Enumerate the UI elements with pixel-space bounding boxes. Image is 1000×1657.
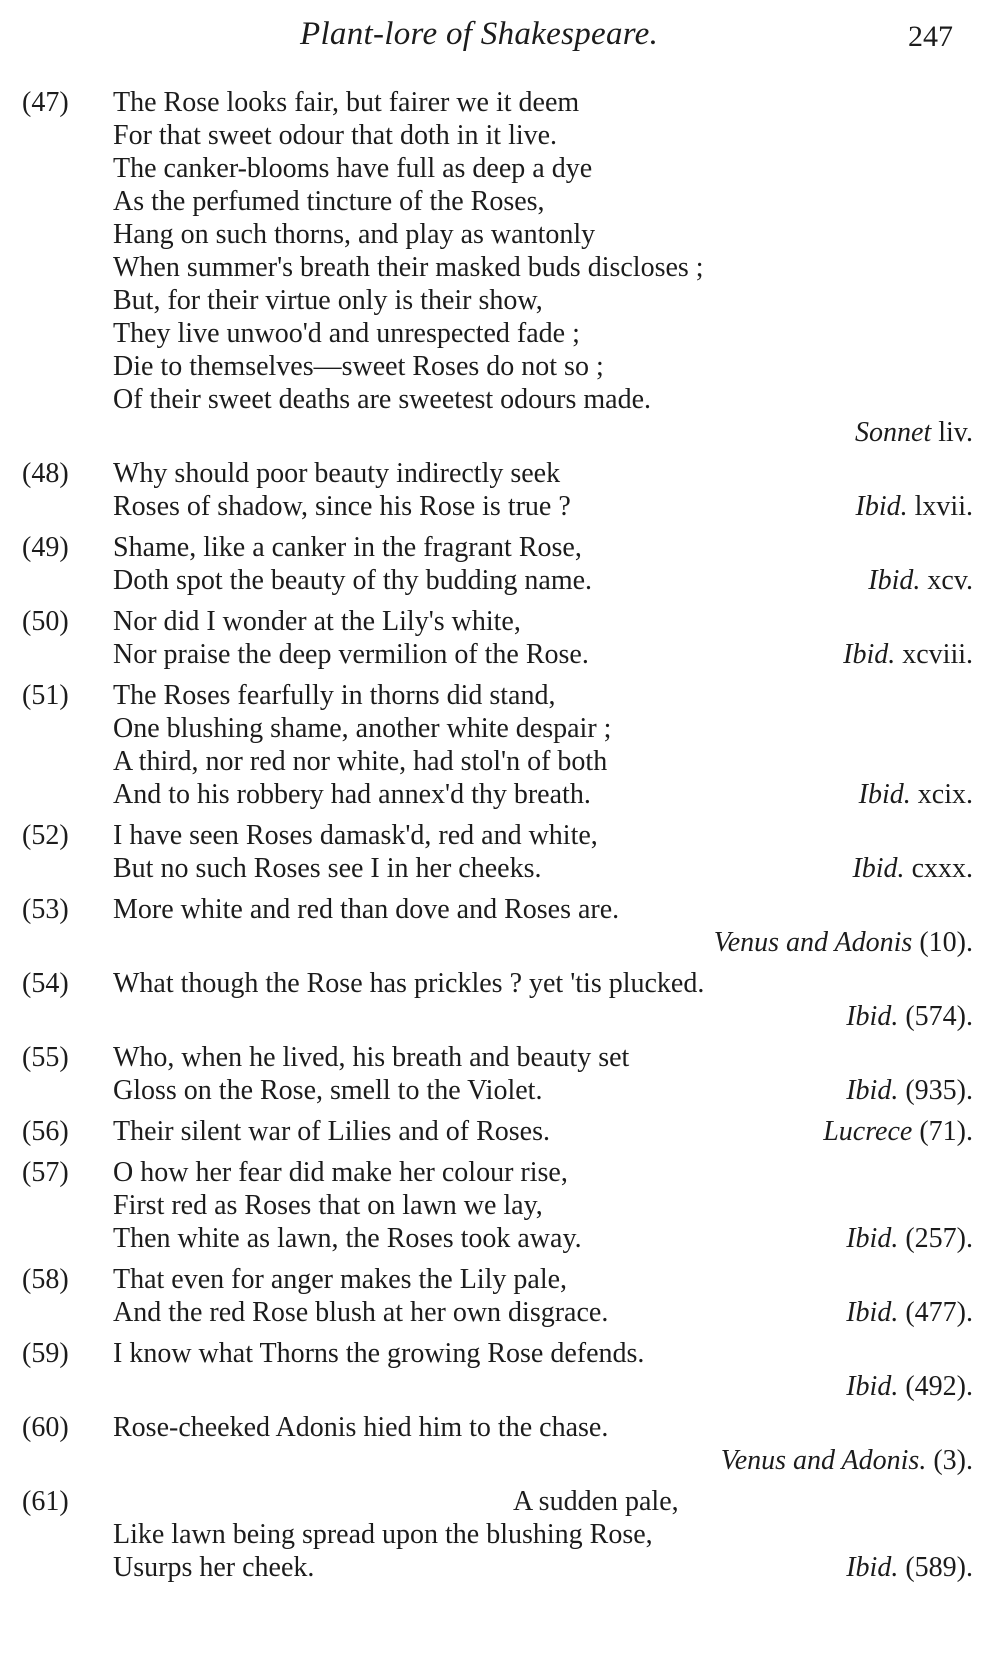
verse-line-text: O how her fear did make her colour rise, <box>113 1157 568 1188</box>
verse-line-text: A sudden pale, <box>513 1486 679 1517</box>
verse-line <box>113 679 973 712</box>
verse-line-text: The Roses fearfully in thorns did stand, <box>113 680 556 711</box>
verse-line <box>113 284 973 317</box>
quotation-lines <box>113 457 973 523</box>
quotation-entry <box>0 1263 1000 1329</box>
citation-line <box>113 416 973 449</box>
verse-line <box>113 218 973 251</box>
citation-reference: (71). <box>919 1116 973 1147</box>
entry-number: (60) <box>22 1412 69 1443</box>
citation <box>846 1370 973 1403</box>
citation <box>846 1551 973 1584</box>
verse-line <box>113 350 973 383</box>
verse-line <box>113 1222 973 1255</box>
citation-work: Ibid. <box>855 491 908 522</box>
citation-work: Ibid. <box>852 853 905 884</box>
verse-line-text: As the perfumed tincture of the Roses, <box>113 186 545 217</box>
running-head <box>0 16 1000 64</box>
verse-line-text: First red as Roses that on lawn we lay, <box>113 1190 543 1221</box>
verse-line <box>113 185 973 218</box>
citation <box>714 926 973 959</box>
quotation-entry <box>0 1041 1000 1107</box>
quotation-entry <box>0 605 1000 671</box>
citation-reference: (589). <box>905 1552 973 1583</box>
verse-line-text: And to his robbery had annex'd thy breath. <box>113 779 591 810</box>
citation-reference: (3). <box>933 1445 973 1476</box>
verse-line <box>113 712 973 745</box>
citation-work: Ibid. <box>846 1075 899 1106</box>
quotation-lines <box>113 967 973 1033</box>
quotation-entry <box>0 1156 1000 1255</box>
quotation-entry <box>0 1485 1000 1584</box>
citation-work: Venus and Adonis <box>713 927 913 958</box>
citation-line <box>113 1444 973 1477</box>
citation-reference: liv. <box>938 417 973 448</box>
quotation-entry <box>0 967 1000 1033</box>
verse-line-text: More white and red than dove and Roses are. <box>113 894 620 925</box>
entry-number: (47) <box>22 87 69 118</box>
citation-reference: (10). <box>919 927 973 958</box>
citation <box>852 852 973 885</box>
verse-line-text: Their silent war of Lilies and of Roses. <box>113 1116 551 1147</box>
citation-work: Ibid. <box>868 565 921 596</box>
quotation-entry <box>0 1411 1000 1477</box>
verse-line-text: Rose-cheeked Adonis hied him to the chase. <box>113 1412 609 1443</box>
verse-line <box>113 1411 973 1444</box>
verse-line <box>113 745 973 778</box>
verse-line-text: They live unwoo'd and unrespected fade ; <box>113 318 580 349</box>
verse-line-text: Nor praise the deep vermilion of the Rose. <box>113 639 589 670</box>
citation <box>846 1000 973 1033</box>
verse-line <box>113 1551 973 1584</box>
quotation-lines <box>113 1041 973 1107</box>
verse-line-text: The Rose looks fair, but fairer we it deem <box>113 87 580 118</box>
citation-reference: xcv. <box>927 565 973 596</box>
page-number: 247 <box>908 20 953 53</box>
entry-number: (49) <box>22 532 69 563</box>
running-title: Plant-lore of Shakespeare. <box>300 16 659 52</box>
verse-line-text: And the red Rose blush at her own disgrace. <box>113 1297 609 1328</box>
verse-line <box>113 1263 973 1296</box>
citation-work: Lucrece <box>823 1116 913 1147</box>
verse-line <box>113 1296 973 1329</box>
quotation-entry <box>0 86 1000 449</box>
verse-line <box>113 383 973 416</box>
verse-line <box>113 1041 973 1074</box>
entry-number: (57) <box>22 1157 69 1188</box>
verse-line <box>113 1115 973 1148</box>
verse-line <box>113 251 973 284</box>
verse-line <box>113 1337 973 1370</box>
verse-line <box>113 317 973 350</box>
verse-line-text: But no such Roses see I in her cheeks. <box>113 853 542 884</box>
citation-work: Ibid. <box>843 639 896 670</box>
citation <box>859 778 973 811</box>
verse-line-text: Like lawn being spread upon the blushing Rose, <box>113 1519 653 1550</box>
citation <box>846 1296 973 1329</box>
verse-line <box>113 531 973 564</box>
quotation-lines <box>113 893 973 959</box>
citation-reference: cxxx. <box>911 853 973 884</box>
quotation-entry <box>0 819 1000 885</box>
quotation-lines <box>113 679 973 811</box>
verse-line <box>113 119 973 152</box>
citation-work: Ibid. <box>846 1552 899 1583</box>
verse-line <box>113 1074 973 1107</box>
citation <box>721 1444 973 1477</box>
verse-line <box>113 1518 973 1551</box>
verse-line-text: When summer's breath their masked buds discloses ; <box>113 252 704 283</box>
citation-work: Ibid. <box>858 779 911 810</box>
verse-line <box>113 819 973 852</box>
verse-line-text: Die to themselves—sweet Roses do not so ; <box>113 351 604 382</box>
verse-line <box>113 457 973 490</box>
quotation-lines <box>113 1156 973 1255</box>
quotation-lines <box>113 531 973 597</box>
citation-reference: lxvii. <box>914 491 973 522</box>
verse-line <box>113 490 973 523</box>
entry-number: (59) <box>22 1338 69 1369</box>
verse-line-text: Of their sweet deaths are sweetest odours made. <box>113 384 652 415</box>
verse-line-text: I have seen Roses damask'd, red and white, <box>113 820 598 851</box>
verse-line <box>113 86 973 119</box>
verse-line <box>113 638 973 671</box>
citation-work: Ibid. <box>846 1001 899 1032</box>
quotation-lines <box>113 1411 973 1477</box>
entry-number: (56) <box>22 1116 69 1147</box>
citation <box>856 490 973 523</box>
verse-line <box>113 1156 973 1189</box>
citation <box>823 1115 973 1148</box>
verse-line-text: That even for anger makes the Lily pale, <box>113 1264 568 1295</box>
citation-reference: (574). <box>905 1001 973 1032</box>
entry-number: (55) <box>22 1042 69 1073</box>
verse-line-text: Gloss on the Rose, smell to the Violet. <box>113 1075 543 1106</box>
entry-number: (50) <box>22 606 69 637</box>
citation-work: Venus and Adonis. <box>720 1445 927 1476</box>
entry-number: (48) <box>22 458 69 489</box>
quotation-lines <box>113 86 973 449</box>
entry-number: (54) <box>22 968 69 999</box>
verse-line <box>113 778 973 811</box>
verse-line-text: But, for their virtue only is their show, <box>113 285 543 316</box>
verse-line-text: Usurps her cheek. <box>113 1552 315 1583</box>
verse-line <box>113 967 973 1000</box>
verse-line <box>113 1485 973 1518</box>
entry-number: (61) <box>22 1486 69 1517</box>
entry-number: (58) <box>22 1264 69 1295</box>
verse-line-text: Hang on such thorns, and play as wantonly <box>113 219 596 250</box>
verse-line <box>113 152 973 185</box>
citation-reference: xcviii. <box>902 639 973 670</box>
verse-line-text: For that sweet odour that doth in it live. <box>113 120 558 151</box>
citation-reference: (477). <box>905 1297 973 1328</box>
verse-line-text: I know what Thorns the growing Rose defends. <box>113 1338 645 1369</box>
verse-line-text: What though the Rose has prickles ? yet 'tis plucked. <box>113 968 705 999</box>
quotation-lines <box>113 1485 973 1584</box>
citation <box>846 1074 973 1107</box>
citation <box>855 416 973 449</box>
verse-line <box>113 893 973 926</box>
verse-line-text: Nor did I wonder at the Lily's white, <box>113 606 521 637</box>
verse-line <box>113 564 973 597</box>
citation-line <box>113 1370 973 1403</box>
quotation-entry <box>0 457 1000 523</box>
citation-reference: (257). <box>905 1223 973 1254</box>
verse-line-text: Why should poor beauty indirectly seek <box>113 458 561 489</box>
verse-line-text: Then white as lawn, the Roses took away. <box>113 1223 582 1254</box>
quotation-entry <box>0 1115 1000 1148</box>
citation-reference: xcix. <box>917 779 973 810</box>
citation-work: Sonnet <box>855 417 932 448</box>
citation <box>846 1222 973 1255</box>
entry-number: (52) <box>22 820 69 851</box>
verse-line-text: Doth spot the beauty of thy budding name. <box>113 565 593 596</box>
citation-work: Ibid. <box>846 1371 899 1402</box>
quotation-lines <box>113 1337 973 1403</box>
verse-line-text: One blushing shame, another white despair ; <box>113 713 612 744</box>
verse-line <box>113 605 973 638</box>
citation-work: Ibid. <box>846 1223 899 1254</box>
quotation-entry <box>0 893 1000 959</box>
citation-reference: (935). <box>905 1075 973 1106</box>
verse-line <box>113 1189 973 1222</box>
entry-number: (51) <box>22 680 69 711</box>
quotation-lines <box>113 819 973 885</box>
verse-line-text: Who, when he lived, his breath and beauty set <box>113 1042 630 1073</box>
verse-line <box>113 852 973 885</box>
verse-line-text: A third, nor red nor white, had stol'n of both <box>113 746 608 777</box>
quotation-lines <box>113 1263 973 1329</box>
quotation-entry <box>0 1337 1000 1403</box>
quotation-lines <box>113 605 973 671</box>
citation-line <box>113 1000 973 1033</box>
citation <box>868 564 973 597</box>
quotation-list <box>0 86 1000 1592</box>
verse-line-text: The canker-blooms have full as deep a dye <box>113 153 593 184</box>
citation <box>843 638 973 671</box>
citation-line <box>113 926 973 959</box>
quotation-entry <box>0 531 1000 597</box>
citation-work: Ibid. <box>846 1297 899 1328</box>
verse-line-text: Shame, like a canker in the fragrant Rose, <box>113 532 582 563</box>
entry-number: (53) <box>22 894 69 925</box>
citation-reference: (492). <box>905 1371 973 1402</box>
verse-line-text: Roses of shadow, since his Rose is true ? <box>113 491 571 522</box>
quotation-lines <box>113 1115 973 1148</box>
quotation-entry <box>0 679 1000 811</box>
